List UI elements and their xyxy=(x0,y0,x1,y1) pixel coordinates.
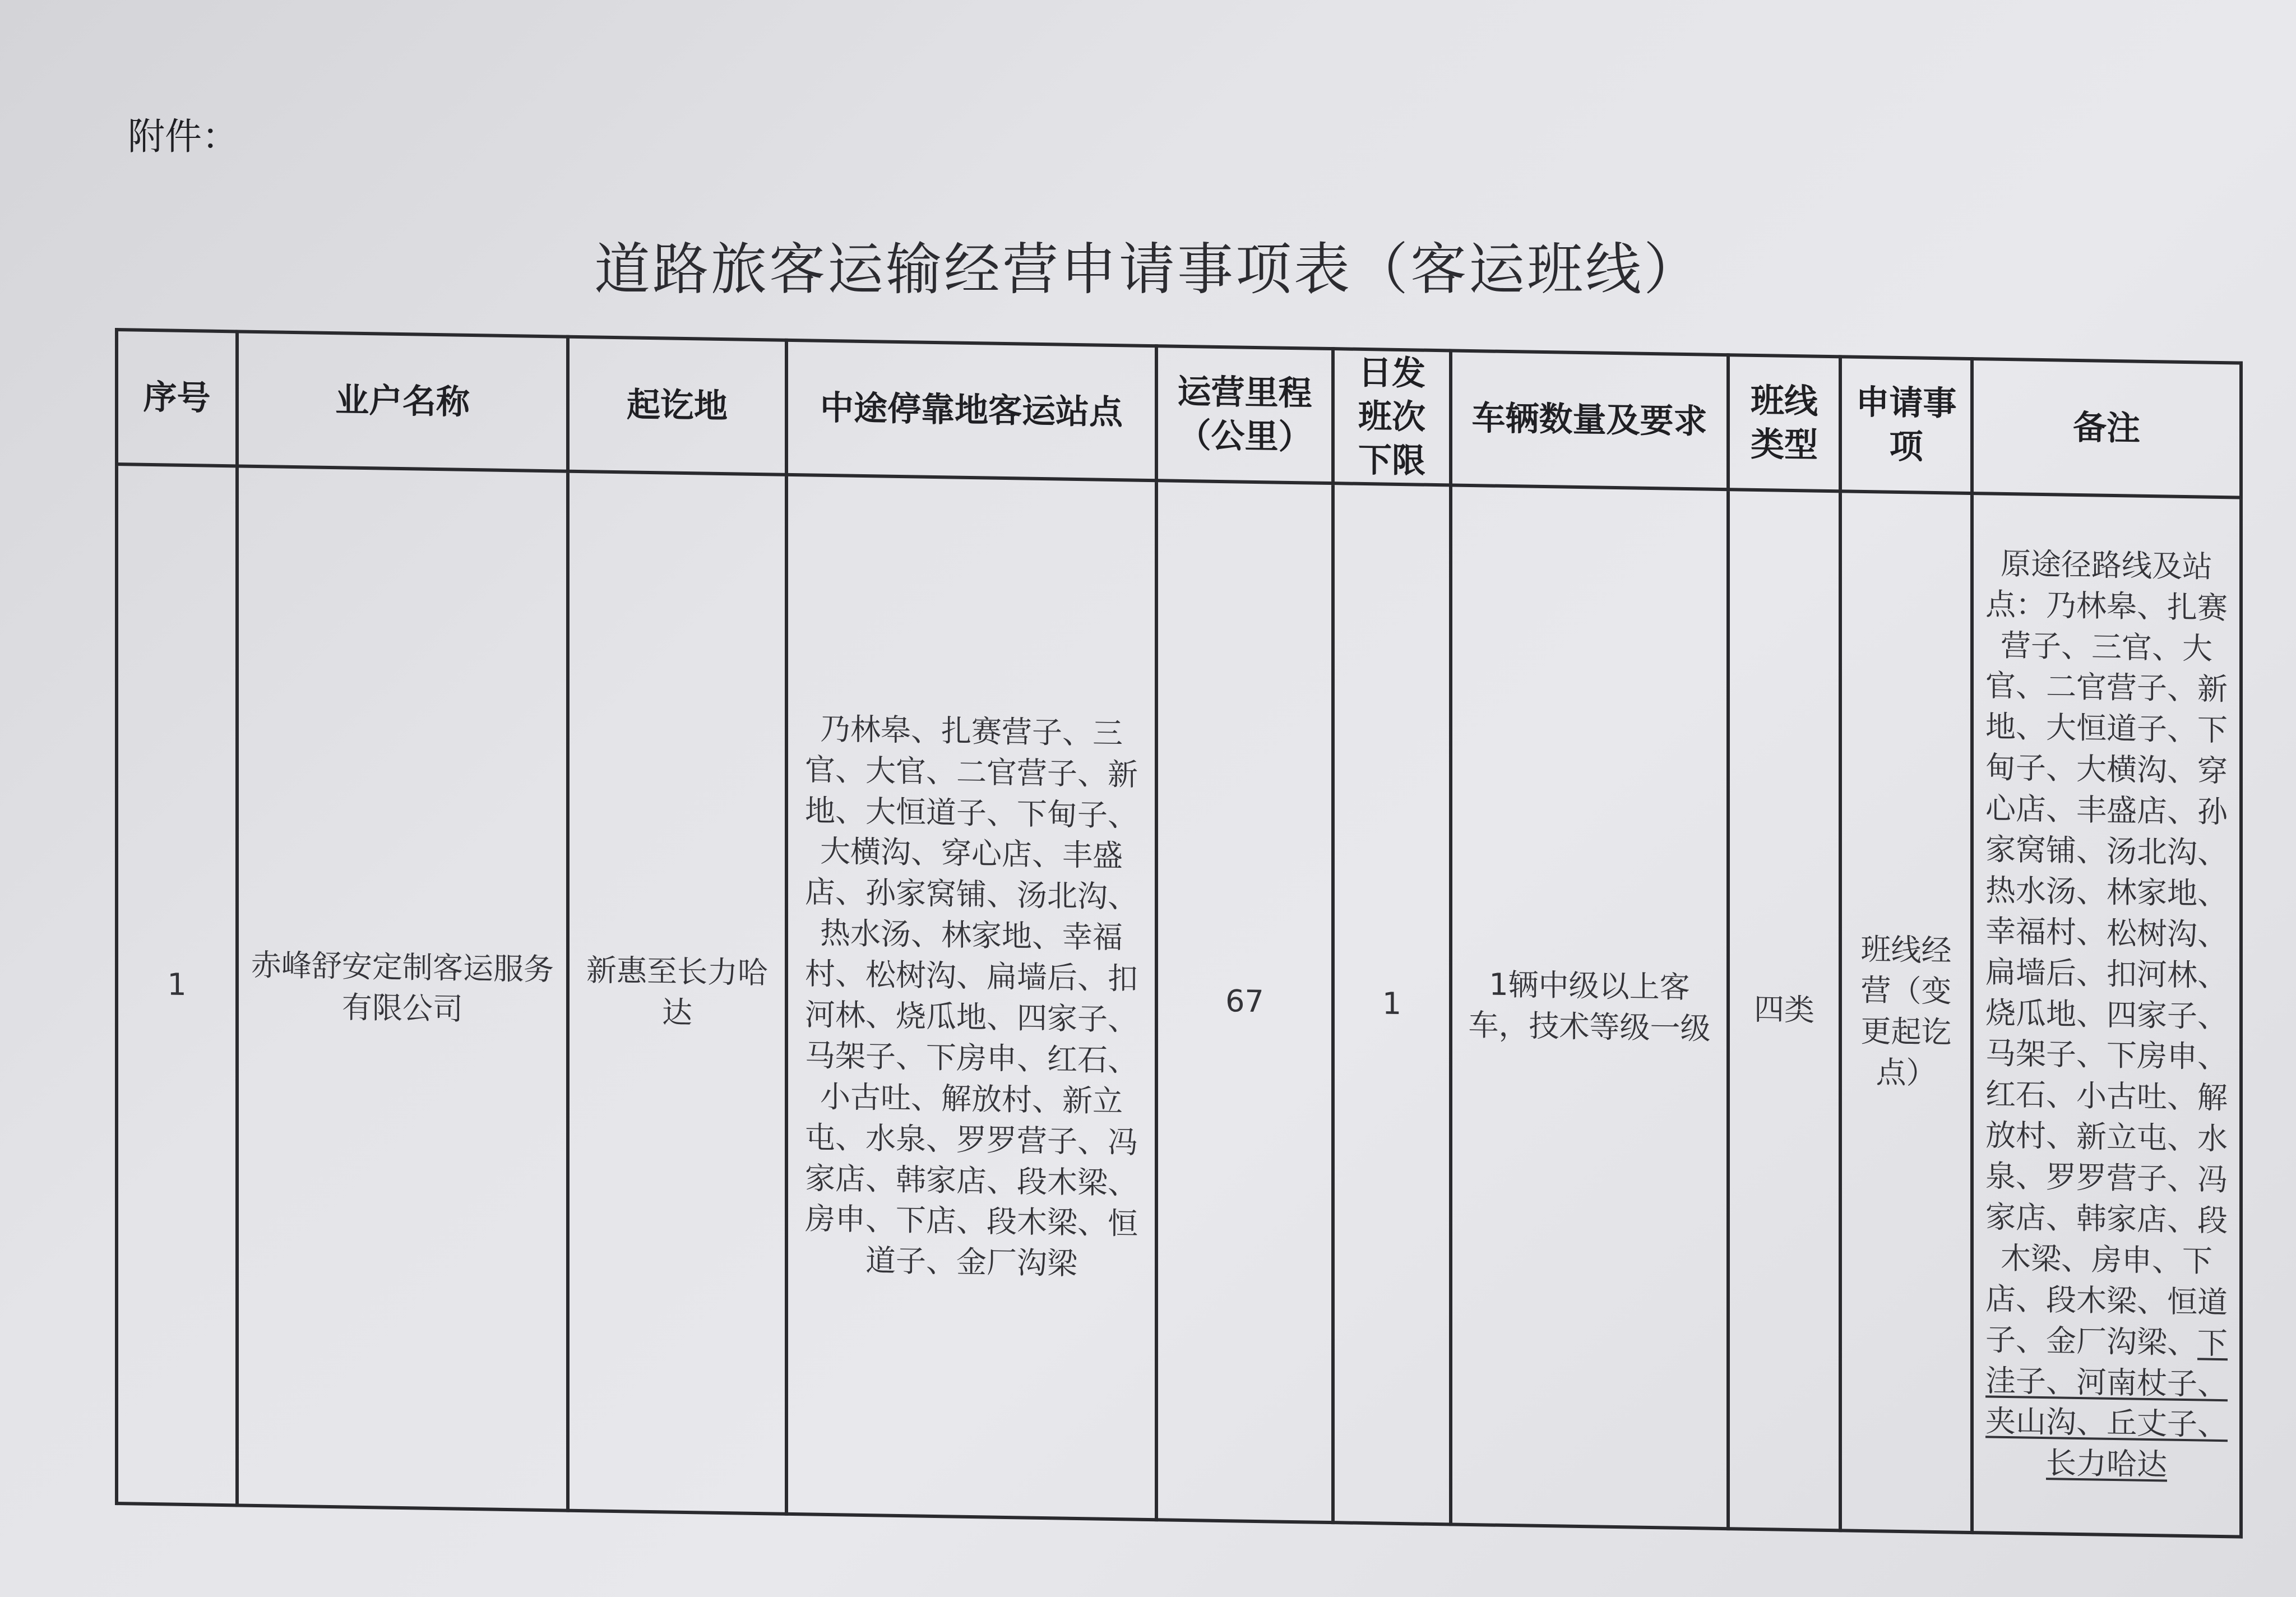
table-row xyxy=(117,464,2241,1537)
cell-index: 1 xyxy=(117,464,237,1505)
application-table xyxy=(115,328,2243,1539)
header-application: 申请事项 xyxy=(1840,357,1972,493)
header-vehicles: 车辆数量及要求 xyxy=(1451,350,1728,489)
header-company: 业户名称 xyxy=(237,331,568,471)
cell-mileage: 67 xyxy=(1156,480,1333,1522)
header-daily-trips: 日发班次下限 xyxy=(1333,349,1451,485)
document-title: 道路旅客运输经营申请事项表（客运班线） xyxy=(594,237,1702,302)
header-route: 起讫地 xyxy=(568,337,786,475)
header-line-type: 班线类型 xyxy=(1728,355,1840,491)
remarks-added-stops: 下洼子、河南杖子、夹山沟、丘丈子、长力哈达 xyxy=(1985,1325,2228,1483)
cell-route: 新惠至长力哈达 xyxy=(568,471,786,1514)
attachment-label: 附件： xyxy=(128,115,239,158)
cell-application: 班线经营（变更起讫点） xyxy=(1840,491,1972,1533)
cell-stops: 乃林皋、扎赛营子、三官、大官、二官营子、新地、大恒道子、下甸子、大横沟、穿心店、丰盛店、孙家窝铺、汤北沟、热水汤、林家地、幸福村、松树沟、扁墙后、扣河林、烧瓜地、四家子、马架子、下房申、红石、小古吐、解放村、新立屯、水泉、罗罗营子、冯家店、韩家店、段木梁、房申、下店、段木梁、恒道子、金厂沟梁 xyxy=(786,475,1156,1520)
cell-remarks xyxy=(1972,493,2241,1537)
header-stops: 中途停靠地客运站点 xyxy=(786,340,1156,480)
header-remarks: 备注 xyxy=(1972,359,2241,498)
remarks-original-route: 原途径路线及站点：乃林皋、扎赛营子、三官、大官、二官营子、新地、大恒道子、下甸子、大横沟、穿心店、丰盛店、孙家窝铺、汤北沟、热水汤、林家地、幸福村、松树沟、扁墙后、扣河林、烧瓜地、四家子、马架子、下房申、红石、小古吐、解放村、新立屯、水泉、罗罗营子、冯家店、韩家店、段木梁、房申、下店、段木梁、恒道子、金厂沟梁、 xyxy=(1985,545,2228,1361)
cell-company: 赤峰舒安定制客运服务有限公司 xyxy=(237,466,568,1510)
header-mileage: 运营里程（公里） xyxy=(1156,346,1333,483)
cell-vehicles: 1辆中级以上客车，技术等级一级 xyxy=(1451,485,1728,1529)
header-index: 序号 xyxy=(117,330,237,466)
cell-line-type: 四类 xyxy=(1728,489,1840,1530)
cell-daily-trips: 1 xyxy=(1333,483,1451,1524)
